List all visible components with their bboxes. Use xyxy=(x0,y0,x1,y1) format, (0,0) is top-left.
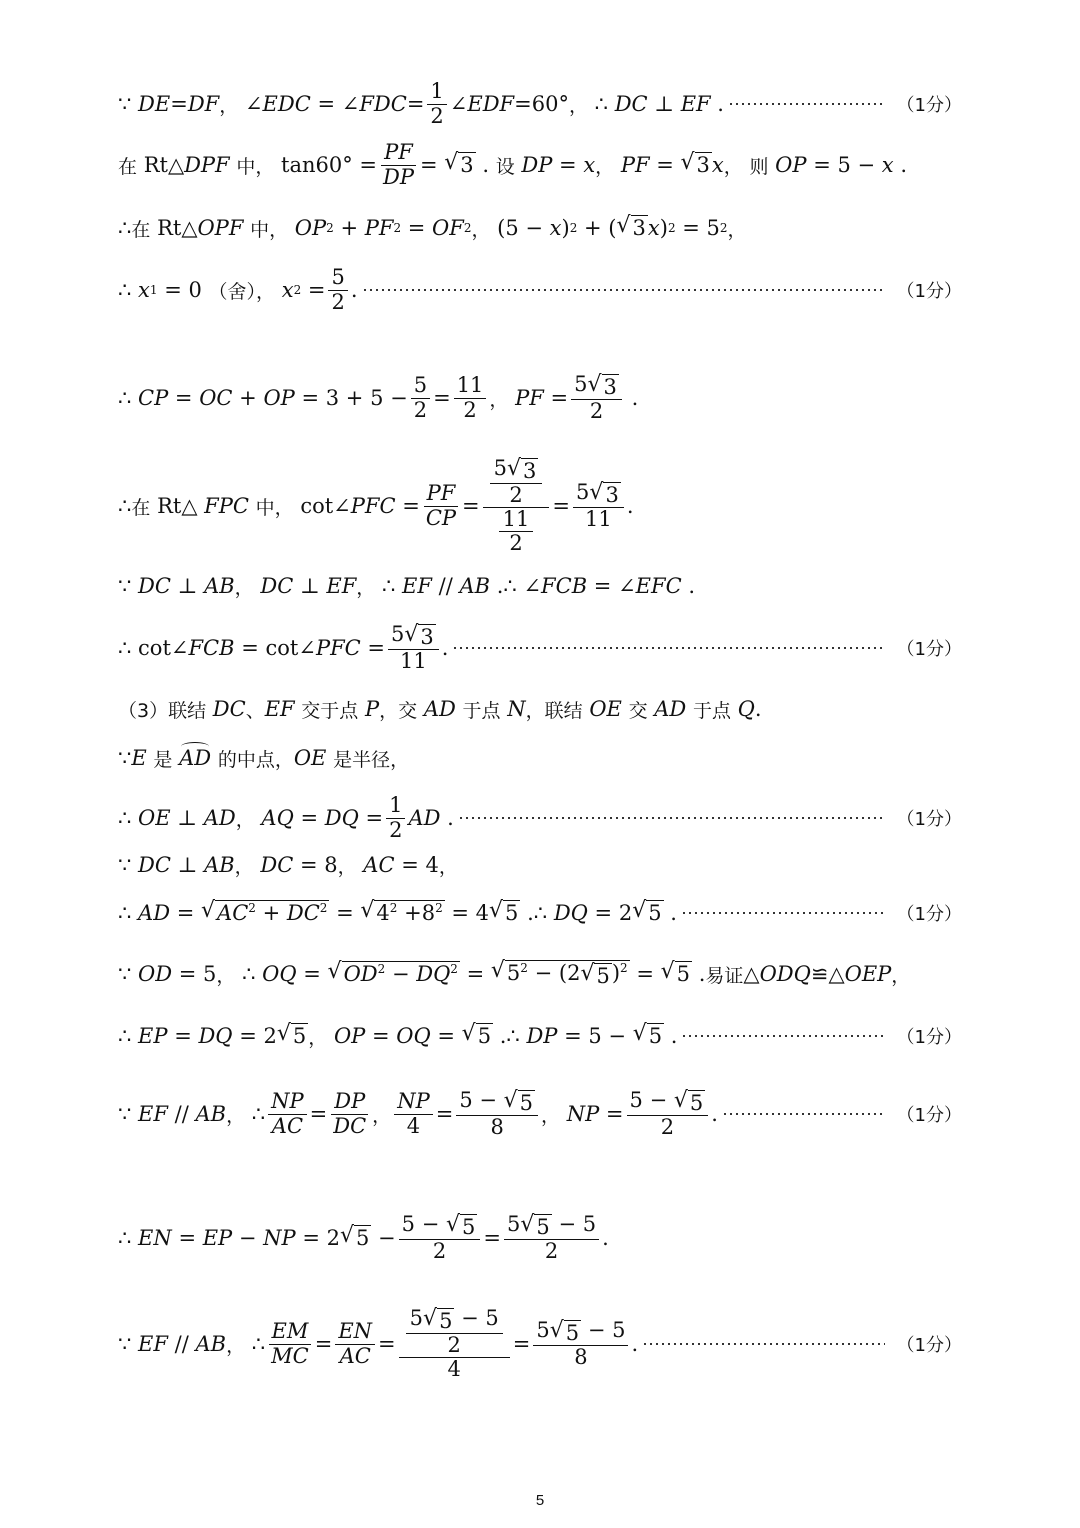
solution-line-2: 在 Rt△ DPF 中， tan60° = $\frac{PF}{DP}$ = √ 3 . 设 DP = x ， PF = √ 3 x ， 则 OP = 5 − x . xyxy=(118,140,907,189)
solution-line-1: ∵ DE = DF ， ∠EDC = ∠FDC = $\frac{1}{2}$ ∠EDF =60° ， ∴ DC ⊥ EF . （1分） xyxy=(118,79,962,128)
solution-line-13: ∴ AD = √ $AC^2 + DC^2$ = √ $4^2 +8^2$ = 4 √ 5 .∴ DQ = 2 √ 5 . （1分） xyxy=(118,898,962,926)
solution-line-15: ∴ EP = DQ = 2 √ 5 ， OP = OQ = √ 5 .∴ DP = 5 − √ 5 . （1分） xyxy=(118,1021,962,1049)
solution-line-18: ∵ EF // AB ， ∴ $\frac{EM}{MC}$ = $\frac{EN}{AC}$ = 5 √ 5 − 5 2 4 = 5 √ 5 − 5 8 . （1分） xyxy=(118,1305,962,1382)
arc-ad: AD xyxy=(179,746,212,770)
solution-line-10: ∵ E 是 AD 的中点， OE 是半径， xyxy=(118,746,410,771)
score-marker: （1分） xyxy=(896,1105,962,1126)
solution-line-14: ∵ OD = 5 ， ∴ OQ = √ $OD^2 - DQ^2$ = √ $5^2 - (2$ √ 5 )$^2$ = √ 5 . 易证 △ ODQ ≌△ OEP ， xyxy=(118,957,911,988)
solution-line-3: ∴ 在 Rt△ OPF 中， OP 2 + PF 2 = OF 2 ， (5 − x ) 2 + ( √ 3 x ) 2 = 5 2 ， xyxy=(118,213,747,241)
solution-line-8: ∴ cot ∠FCB = cot ∠PFC = 5 √ 3 11 . （1分） xyxy=(118,621,962,674)
solution-line-4: ∴ x 1 = 0 （舍）， x 2 = $\frac{5}{2}$ . （1分） xyxy=(118,265,962,314)
solution-line-7: ∵ DC ⊥ AB ， DC ⊥ EF ， ∴ EF // AB .∴ ∠FCB = ∠EFC . xyxy=(118,574,696,599)
solution-line-11: ∴ OE ⊥ AD ， AQ = DQ = $\frac{1}{2}$ AD . （1分） xyxy=(118,793,962,842)
solution-line-5: ∴ CP = OC + OP = 3 + 5 − $\frac{5}{2}$ = $\frac{11}{2}$ ， PF = 5 √ 3 2 . xyxy=(118,371,639,424)
score-marker: （1分） xyxy=(896,95,962,116)
solution-line-16: ∵ EF // AB ， ∴ $\frac{NP}{AC}$ = $\frac{DP}{DC}$ ， $\frac{NP}{4}$ = 5 − √ 5 8 ， NP = 5 − √ 5 2 . （1分） xyxy=(118,1087,962,1140)
score-marker: （1分） xyxy=(896,809,962,830)
solution-line-12: ∵ DC ⊥ AB ， DC = 8 ， AC = 4 ， xyxy=(118,853,458,878)
score-marker: （1分） xyxy=(896,1335,962,1356)
solution-line-9: （3）联结 DC 、 EF 交于点 P ，交 AD 于点 N ，联结 OE 交 AD 于点 Q . xyxy=(118,697,762,722)
solution-line-17: ∴ EN = EP − NP = 2 √ 5 − 5 − √ 5 2 = 5 √ 5 − 5 2 . xyxy=(118,1211,609,1264)
score-marker: （1分） xyxy=(896,904,962,925)
score-marker: （1分） xyxy=(896,281,962,302)
page-number: 5 xyxy=(535,1492,545,1509)
solution-line-6: ∴ 在 Rt△ FPC 中， cot ∠PFC = $\frac{PF}{CP}$ = 5 √ 3 2 $\frac{11}{2}$ = 5 √ 3 11 . xyxy=(118,455,634,556)
score-marker: （1分） xyxy=(896,639,962,660)
score-marker: （1分） xyxy=(896,1027,962,1048)
